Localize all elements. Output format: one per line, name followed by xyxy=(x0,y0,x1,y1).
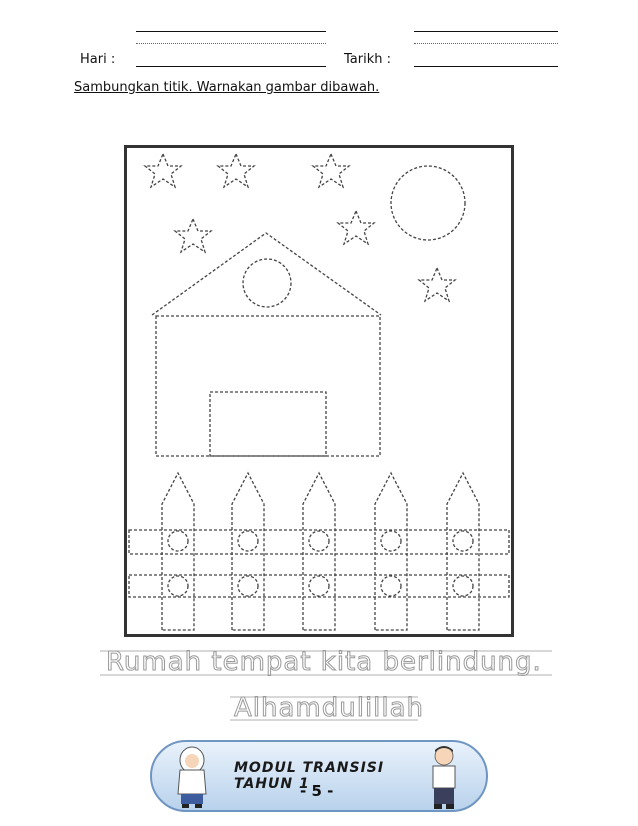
page-number: - 5 - xyxy=(300,782,334,800)
house-door xyxy=(210,392,326,456)
instruction-text: Sambungkan titik. Warnakan gambar dibawah. xyxy=(74,80,380,95)
house-roof xyxy=(152,233,381,315)
fence-picket-4 xyxy=(375,473,407,630)
window-circle xyxy=(243,259,291,307)
girl-student-icon xyxy=(170,744,214,810)
star-3 xyxy=(313,154,349,187)
hari-label: Hari : xyxy=(80,52,116,67)
fence-rail-bottom xyxy=(129,575,509,597)
house-body xyxy=(156,316,380,456)
boy-student-icon xyxy=(424,744,464,810)
fence-picket-5 xyxy=(447,473,479,630)
tracing-sentence-1: Rumah tempat kita berlindung. xyxy=(106,647,542,677)
footer-title: MODUL TRANSISI TAHUN 1 xyxy=(234,760,385,792)
star-6 xyxy=(419,268,455,301)
moon-circle xyxy=(391,166,465,240)
star-5 xyxy=(338,211,374,244)
tarikh-label: Tarikh : xyxy=(344,52,391,67)
fence-picket-2 xyxy=(232,473,264,630)
star-1 xyxy=(145,154,181,187)
star-2 xyxy=(218,154,254,187)
star-4 xyxy=(175,219,211,252)
fence-picket-1 xyxy=(162,473,194,630)
tracing-sentence-2: Alhamdulillah xyxy=(234,693,425,723)
fence-picket-3 xyxy=(303,473,335,630)
